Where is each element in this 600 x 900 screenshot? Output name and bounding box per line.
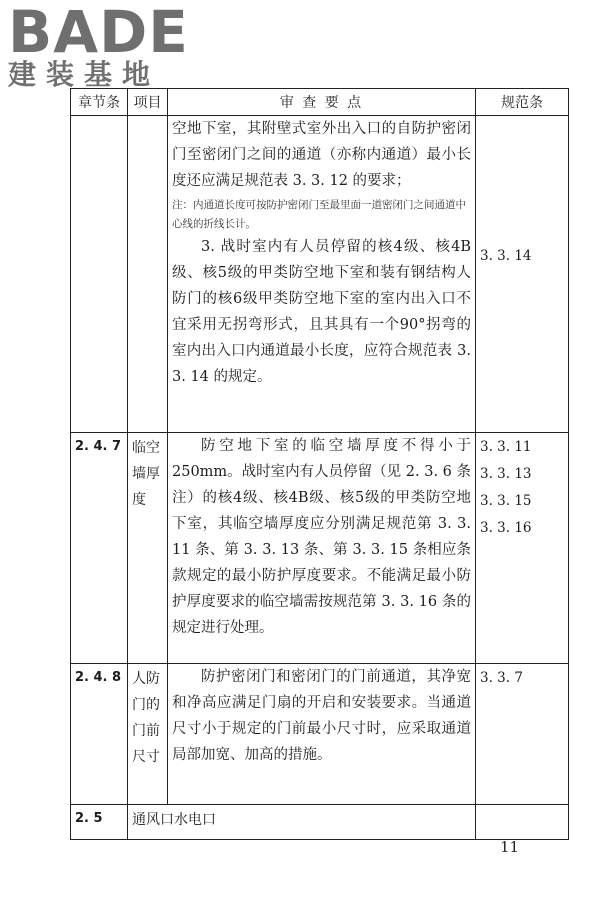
section-number: 2. 5	[75, 811, 103, 826]
section-number: 2. 4. 7	[75, 439, 122, 454]
code-clause-ref: 3. 3. 16	[480, 520, 532, 536]
header-review-points	[168, 89, 476, 116]
review-text: 防护密闭门和密闭门的门前通道，其净宽和净高应满足门扇的开启和安装要求。当通道尺寸小于规定的门前最小尺寸时，应采取通道局部加宽、加高的措施。	[172, 669, 471, 763]
brand-logo	[8, 2, 198, 90]
table-row-2-4-8	[71, 664, 569, 805]
cell-item-span	[128, 805, 476, 840]
header-item: 项目	[128, 89, 168, 116]
code-clause-ref: 3. 3. 11	[480, 439, 532, 455]
continued-paragraph: 空地下室，其附壁式室外出入口的自防护密闭门至密闭门之间的通道（亦称内通道）最小长度还应满足规范表 3. 3. 12 的要求；	[172, 121, 471, 189]
cell-review-continued	[168, 116, 476, 433]
cell-refs	[476, 433, 569, 664]
item-3-paragraph: 3. 战时室内有人员停留的核4级、核4B级、核5级的甲类防空地下室和装有钢结构人防门的核6级甲类防空地下室的室内出入口不宜采用无拐弯形式，且其具有一个90°拐弯的室内出入口内通道最小长度，应符合规范表 3. 3. 14 的规定。	[172, 239, 471, 385]
item-label: 通风口水电口	[132, 812, 216, 828]
cell-section	[71, 433, 128, 664]
header-code-clause: 规范条	[476, 89, 569, 116]
cell-refs-empty	[476, 805, 569, 840]
code-clause-ref: 3. 3. 15	[480, 493, 532, 509]
cell-section-empty	[71, 116, 128, 433]
note-text: 注：内通道长度可按防护密闭门至最里面一道密闭门之间通道中心线的折线长计。	[172, 199, 466, 230]
header-section: 章节条	[71, 89, 128, 116]
cell-section	[71, 664, 128, 805]
page-number: 11	[500, 838, 520, 856]
cell-item	[128, 664, 168, 805]
logo-subtitle: 建装基地	[8, 58, 161, 91]
logo-wordmark: BADE	[8, 0, 189, 66]
table-header-row	[71, 89, 569, 116]
review-text: 防空地下室的临空墙厚度不得小于250mm。战时室内有人员停留（见 2. 3. 6 条注）的核4级、核4B级、核5级的甲类防空地下室，其临空墙厚度应分别满足规范第 3. 3. 11 条、第 3. 3. 13 条、第 3. 3. 15 条相应条款规定的最小防护厚度要求。不能满足最小防护厚度要求的临空墙需按规范第 3. 3. 16 条的规定进行处理。	[172, 438, 472, 636]
cell-ref-continued	[476, 116, 569, 433]
cell-review	[168, 664, 476, 805]
section-number: 2. 4. 8	[75, 670, 122, 685]
header-review-points-label: 审 查 要 点	[279, 95, 364, 111]
code-clause-ref: 3. 3. 14	[480, 248, 532, 264]
cell-review	[168, 433, 476, 664]
review-table	[70, 88, 569, 840]
cell-item	[128, 433, 168, 664]
cell-section	[71, 805, 128, 840]
table-row-2-5	[71, 805, 569, 840]
table-row-2-4-7	[71, 433, 569, 664]
cell-refs	[476, 664, 569, 805]
item-label: 临空墙厚度	[132, 440, 160, 508]
item-label: 人防门的门前尺寸	[132, 671, 160, 765]
table-row-continued	[71, 116, 569, 433]
code-clause-ref: 3. 3. 7	[480, 670, 523, 686]
cell-item-empty	[128, 116, 168, 433]
code-clause-ref: 3. 3. 13	[480, 466, 532, 482]
